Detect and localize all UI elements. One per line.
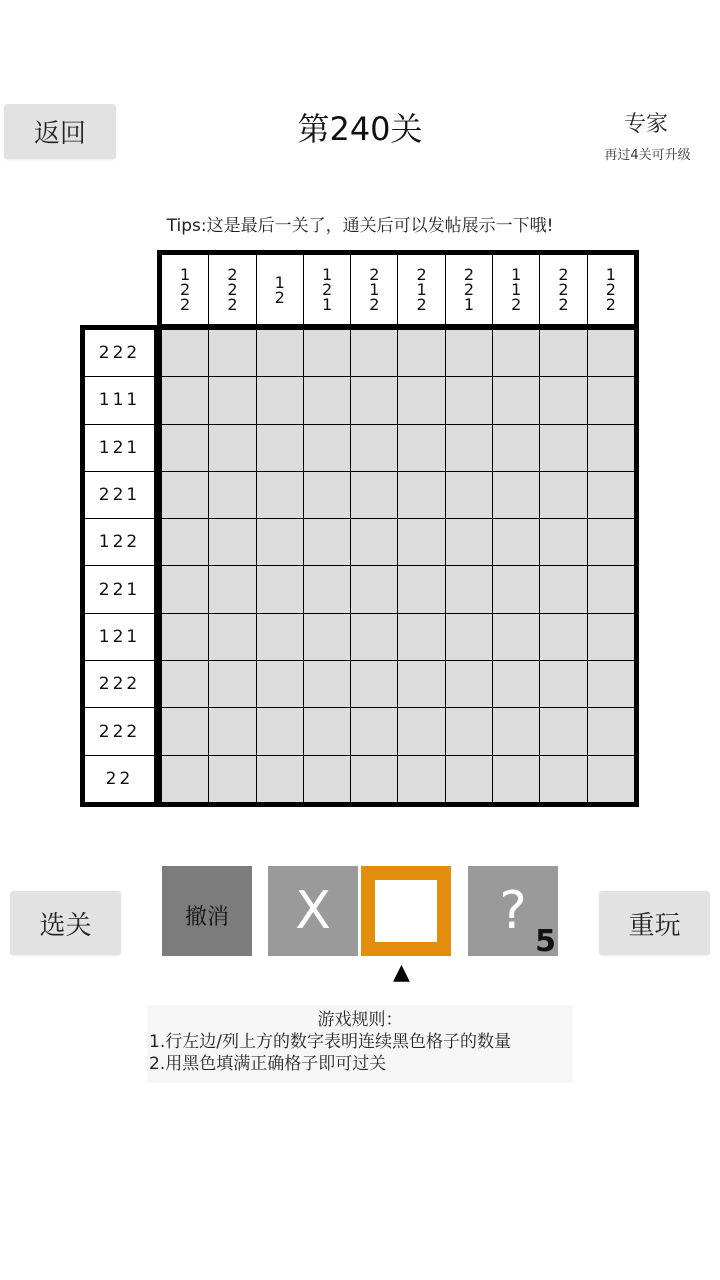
grid-cell[interactable]	[493, 330, 539, 376]
clue-number: 2	[558, 265, 569, 284]
grid-cell[interactable]	[351, 330, 397, 376]
column-clues	[157, 250, 639, 330]
grid-cell[interactable]	[540, 330, 586, 376]
column-clue	[304, 255, 351, 324]
clue-number: 2	[180, 295, 191, 314]
grid-cell[interactable]	[304, 472, 350, 518]
grid-cell[interactable]	[540, 425, 586, 471]
grid-cell[interactable]	[304, 614, 350, 660]
grid-cell[interactable]	[162, 661, 208, 707]
row-clue: 222	[85, 708, 154, 755]
clue-number: 2	[416, 295, 427, 314]
grid-cell[interactable]	[257, 708, 303, 754]
clue-number: 1	[180, 265, 191, 284]
grid-cell[interactable]	[257, 330, 303, 376]
grid-cell[interactable]	[209, 566, 255, 612]
grid-cell[interactable]	[351, 708, 397, 754]
grid-cell[interactable]	[398, 472, 444, 518]
grid-cell[interactable]	[351, 614, 397, 660]
grid-cell[interactable]	[304, 566, 350, 612]
grid-cell[interactable]	[257, 661, 303, 707]
grid-cell[interactable]	[162, 519, 208, 565]
column-clue	[257, 255, 304, 324]
row-clues	[80, 325, 160, 807]
grid-cell[interactable]	[162, 377, 208, 423]
rank-label: 专家	[623, 112, 668, 137]
grid-cell[interactable]	[540, 472, 586, 518]
level-title: 第240关	[297, 110, 423, 148]
grid-cell[interactable]	[540, 708, 586, 754]
grid-cell[interactable]	[588, 472, 634, 518]
fill-mode-button[interactable]	[361, 866, 451, 956]
grid-cell[interactable]	[257, 566, 303, 612]
grid-cell[interactable]	[493, 519, 539, 565]
grid-cell[interactable]	[304, 519, 350, 565]
hint-count: 5	[535, 924, 556, 959]
column-clue	[209, 255, 256, 324]
grid-cell[interactable]	[398, 661, 444, 707]
grid-cell[interactable]	[446, 566, 492, 612]
clue-number: 1	[416, 280, 427, 299]
grid-cell[interactable]	[209, 756, 255, 802]
column-clue	[351, 255, 398, 324]
grid-cell[interactable]	[304, 425, 350, 471]
grid-cell[interactable]	[398, 566, 444, 612]
clue-number: 2	[558, 280, 569, 299]
grid-cell[interactable]	[588, 566, 634, 612]
rules-panel	[147, 1005, 573, 1083]
grid-cell[interactable]	[304, 661, 350, 707]
grid-cell[interactable]	[493, 708, 539, 754]
grid-cell[interactable]	[540, 377, 586, 423]
clue-number: 2	[605, 295, 616, 314]
grid-cell[interactable]	[257, 472, 303, 518]
clue-number: 2	[180, 280, 191, 299]
clue-number: 2	[227, 265, 238, 284]
rule-line-2: 2.用黑色填满正确格子即可过关	[149, 1054, 387, 1074]
grid-cell[interactable]	[257, 377, 303, 423]
row-clue: 222	[85, 330, 154, 377]
grid-cell[interactable]	[398, 708, 444, 754]
grid-cell[interactable]	[540, 519, 586, 565]
row-clue: 22	[105, 768, 134, 789]
grid-cell[interactable]	[493, 425, 539, 471]
grid-cell[interactable]	[304, 756, 350, 802]
grid-cell[interactable]	[446, 519, 492, 565]
grid-cell[interactable]	[257, 425, 303, 471]
grid-cell[interactable]	[209, 472, 255, 518]
grid-cell[interactable]	[588, 614, 634, 660]
grid-cell[interactable]	[588, 519, 634, 565]
clue-number: 1	[511, 265, 522, 284]
grid-cell[interactable]	[398, 377, 444, 423]
clue-number: 2	[321, 280, 333, 299]
row-clue: 111	[85, 377, 154, 424]
grid-cell[interactable]	[162, 330, 208, 376]
clue-number: 2	[605, 280, 616, 299]
grid-cell[interactable]	[446, 472, 492, 518]
grid-cell[interactable]	[351, 472, 397, 518]
clue-number: 1	[511, 280, 522, 299]
grid-cell[interactable]	[493, 661, 539, 707]
grid-cell[interactable]	[304, 708, 350, 754]
back-button[interactable]: 返回	[4, 104, 116, 159]
grid-cell[interactable]	[351, 425, 397, 471]
column-clue	[493, 255, 540, 324]
grid-cell[interactable]	[398, 519, 444, 565]
grid-cell[interactable]	[351, 519, 397, 565]
grid-cell[interactable]	[162, 708, 208, 754]
clue-number: 1	[321, 265, 333, 284]
clue-number: 2	[416, 265, 427, 284]
select-level-button[interactable]: 选关	[10, 891, 121, 955]
grid-cell[interactable]	[162, 566, 208, 612]
grid-cell[interactable]	[351, 661, 397, 707]
row-clue: 222	[85, 661, 154, 708]
grid-cell[interactable]	[588, 756, 634, 802]
grid-cell[interactable]	[398, 425, 444, 471]
clue-number: 2	[558, 295, 569, 314]
mark-x-button[interactable]: X	[268, 866, 358, 956]
column-clue	[446, 255, 493, 324]
grid-cell[interactable]	[209, 614, 255, 660]
undo-button[interactable]: 撤消	[162, 866, 252, 956]
column-clue	[162, 255, 209, 324]
grid-cell[interactable]	[493, 756, 539, 802]
grid-cell[interactable]	[398, 614, 444, 660]
grid-cell[interactable]	[588, 330, 634, 376]
grid-cell[interactable]	[446, 614, 492, 660]
rank-upgrade-note: 再过4关可升级	[604, 148, 691, 163]
puzzle-grid	[157, 325, 639, 807]
tips-text: Tips:这是最后一关了，通关后可以发帖展示一下哦!	[166, 216, 554, 236]
grid-cell[interactable]	[493, 614, 539, 660]
grid-cell[interactable]	[209, 425, 255, 471]
rules-title: 游戏规则：	[317, 1010, 403, 1030]
grid-cell[interactable]	[209, 330, 255, 376]
grid-cell[interactable]	[162, 756, 208, 802]
clue-number: 2	[511, 295, 522, 314]
clue-number: 2	[227, 280, 238, 299]
clue-number: 2	[369, 265, 380, 284]
grid-cell[interactable]	[398, 756, 444, 802]
column-clue	[588, 255, 634, 324]
column-clue	[540, 255, 587, 324]
grid-cell[interactable]	[162, 614, 208, 660]
grid-cell[interactable]	[446, 708, 492, 754]
hint-button[interactable]	[468, 866, 558, 959]
row-clue: 221	[85, 472, 154, 519]
grid-cell[interactable]	[588, 377, 634, 423]
grid-cell[interactable]	[493, 377, 539, 423]
row-clue: 121	[85, 425, 154, 472]
grid-cell[interactable]	[304, 330, 350, 376]
grid-cell[interactable]	[257, 756, 303, 802]
grid-cell[interactable]	[588, 661, 634, 707]
column-clue	[398, 255, 445, 324]
grid-cell[interactable]	[446, 756, 492, 802]
grid-cell[interactable]	[540, 756, 586, 802]
rule-line-1: 1.行左边/列上方的数字表明连续黑色格子的数量	[149, 1032, 511, 1052]
clue-number: 2	[369, 295, 380, 314]
grid-cell[interactable]	[351, 377, 397, 423]
grid-cell[interactable]	[446, 330, 492, 376]
grid-cell[interactable]	[446, 425, 492, 471]
grid-cell[interactable]	[540, 566, 586, 612]
clue-number: 1	[605, 265, 616, 284]
fill-square-icon	[375, 880, 437, 942]
row-clue: 221	[85, 566, 154, 613]
clue-number: 1	[463, 295, 475, 314]
clue-number: 2	[463, 265, 475, 284]
grid-cell[interactable]	[446, 377, 492, 423]
grid-cell[interactable]	[446, 661, 492, 707]
grid-cell[interactable]	[162, 472, 208, 518]
grid-cell[interactable]	[493, 472, 539, 518]
mode-indicator-arrow-icon: ▲	[393, 960, 410, 985]
grid-cell[interactable]	[351, 566, 397, 612]
clue-number: 1	[321, 295, 333, 314]
grid-cell[interactable]	[257, 614, 303, 660]
grid-cell[interactable]	[588, 708, 634, 754]
grid-cell[interactable]	[209, 377, 255, 423]
grid-cell[interactable]	[257, 519, 303, 565]
grid-cell[interactable]	[540, 661, 586, 707]
clue-number: 2	[274, 287, 285, 307]
grid-cell[interactable]	[588, 425, 634, 471]
grid-cell[interactable]	[162, 425, 208, 471]
clue-number: 1	[369, 280, 380, 299]
replay-button[interactable]: 重玩	[599, 891, 710, 955]
row-clue: 121	[85, 614, 154, 661]
grid-cell[interactable]	[398, 330, 444, 376]
grid-cell[interactable]	[493, 566, 539, 612]
grid-cell[interactable]	[209, 661, 255, 707]
clue-number: 1	[274, 272, 285, 292]
grid-cell[interactable]	[209, 708, 255, 754]
question-icon: ?	[499, 881, 527, 941]
grid-cell[interactable]	[209, 519, 255, 565]
grid-cell[interactable]	[540, 614, 586, 660]
clue-number: 2	[227, 295, 238, 314]
grid-cell[interactable]	[351, 756, 397, 802]
clue-number: 2	[463, 280, 475, 299]
row-clue: 122	[85, 519, 154, 566]
grid-cell[interactable]	[304, 377, 350, 423]
